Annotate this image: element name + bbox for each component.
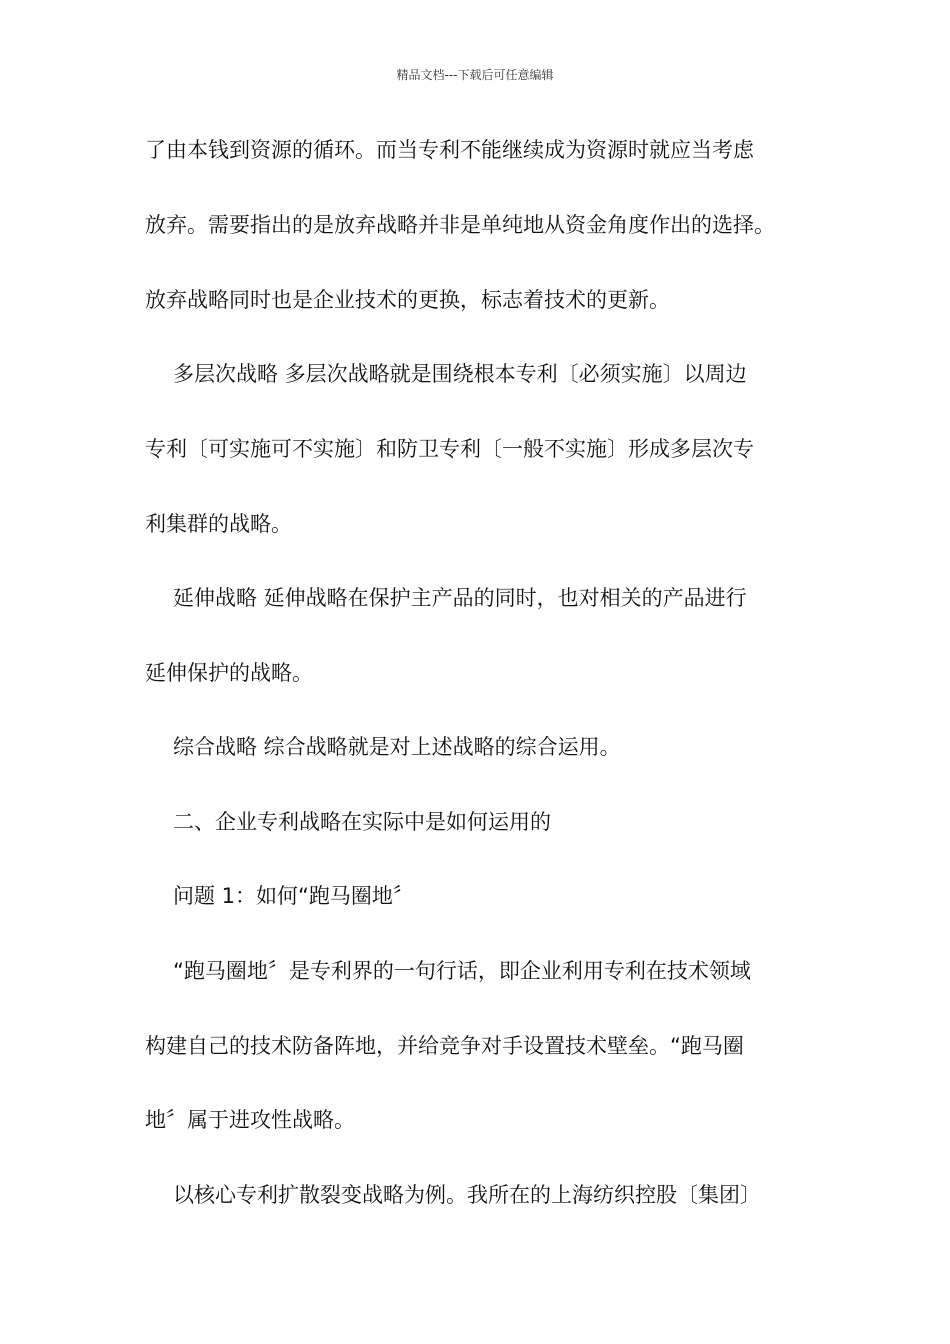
section-heading: 二、企业专利战略在实际中是如何运用的 <box>173 810 551 834</box>
paragraph-line: 专利〔可实施可不实施〕和防卫专利〔一般不实施〕形成多层次专 <box>145 437 754 461</box>
page-header: 精品文档---下载后可任意编辑 <box>396 68 554 82</box>
paragraph-line: 利集群的战略。 <box>145 512 292 536</box>
paragraph-line: 放弃。需要指出的是放弃战略并非是单纯地从资金角度作出的选择。 <box>145 213 775 237</box>
paragraph-line: 综合战略 综合战略就是对上述战略的综合运用。 <box>173 735 621 759</box>
paragraph-line: 放弃战略同时也是企业技术的更换，标志着技术的更新。 <box>145 288 670 312</box>
question-heading: 问题 1：如何“跑马圈地〞 <box>173 884 414 908</box>
paragraph-line: 构建自己的技术防备阵地，并给竞争对手设置技术壁垒。“跑马圈 <box>145 1034 744 1058</box>
paragraph-line: 延伸战略 延伸战略在保护主产品的同时，也对相关的产品进行 <box>173 586 747 610</box>
paragraph-line: “跑马圈地〞是专利界的一句行话，即企业利用专利在技术领域 <box>173 959 751 983</box>
paragraph-line: 地〞属于进攻性战略。 <box>145 1108 355 1132</box>
paragraph-line: 以核心专利扩散裂变战略为例。我所在的上海纺织控股〔集团〕 <box>173 1183 761 1207</box>
paragraph-line: 了由本钱到资源的循环。而当专利不能继续成为资源时就应当考虑 <box>145 138 754 162</box>
paragraph-line: 延伸保护的战略。 <box>145 661 313 685</box>
paragraph-line: 多层次战略 多层次战略就是围绕根本专利〔必须实施〕以周边 <box>173 362 747 386</box>
